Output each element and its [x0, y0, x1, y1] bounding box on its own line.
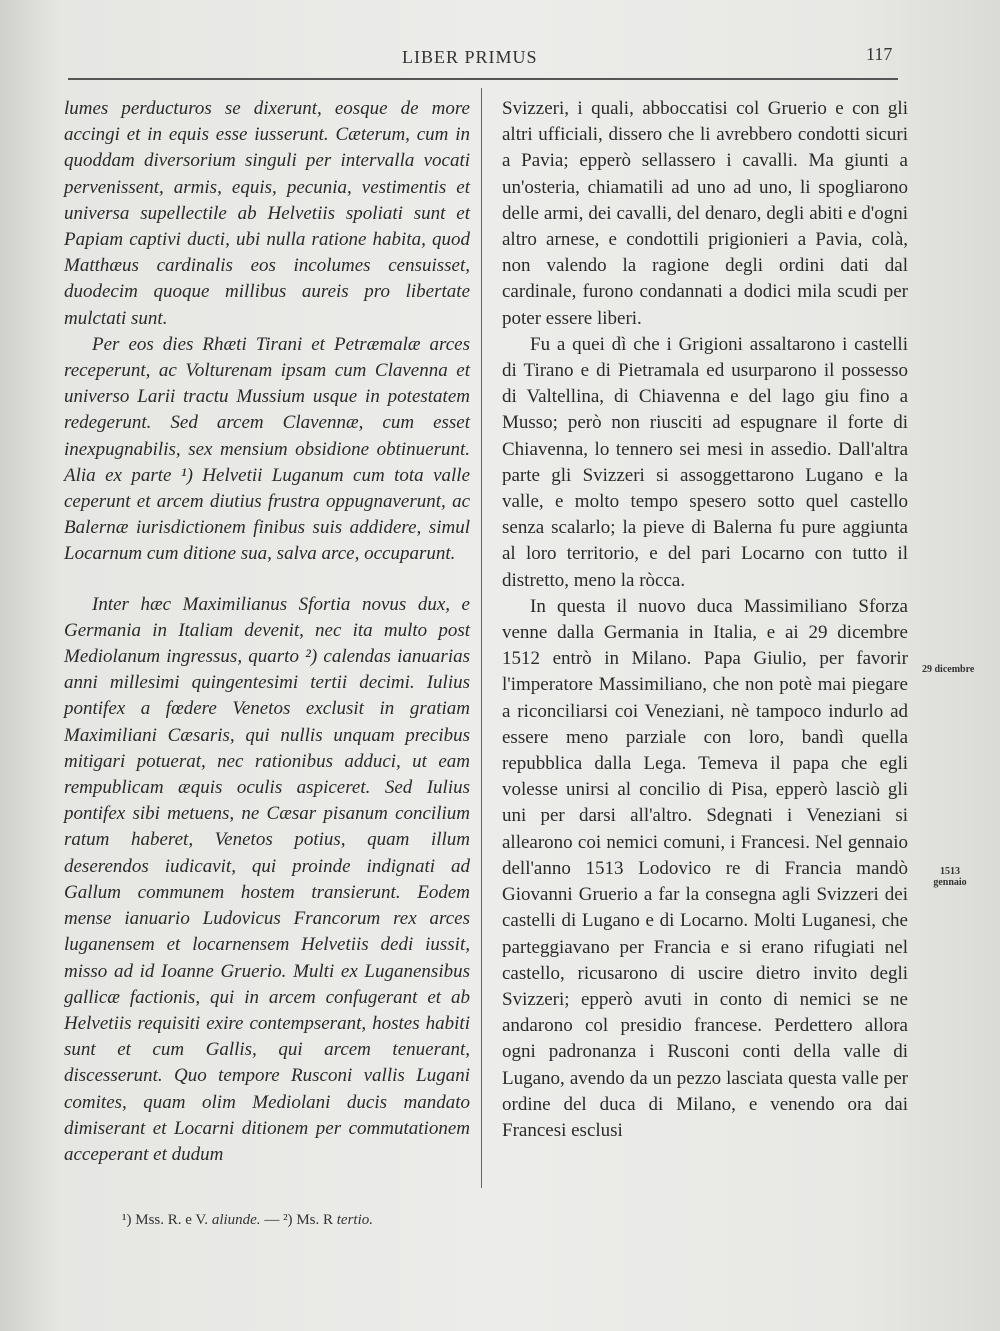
header-rule — [68, 78, 898, 80]
margin-note-year-month — [920, 866, 980, 888]
running-title: LIBER PRIMUS — [402, 47, 538, 67]
footnote-1-marker: ¹) — [122, 1212, 132, 1228]
latin-paragraph-2: Per eos dies Rhæti Tirani et Petræmalæ arces receperunt, ac Volturenam ipsam cum Clavenna et universo Larii tractu Mussium usque in potestatem redegerunt. Sed arcem Clavennæ, cum esset inexpugnabilis, sex mensium obsidione obtinuerunt. Alia ex parte ¹) Helvetii Luganum cum tota valle ceperunt et arcem diutius frustra oppugnaverunt, ac Balernæ iurisdictionem finibus suis addidere, simul Locarnum cum ditione sua, salva arce, occuparunt. — [64, 333, 470, 565]
footnote-2-marker: ²) — [283, 1212, 293, 1228]
footnote-2-term: tertio. — [336, 1212, 373, 1228]
footnotes — [122, 1212, 373, 1229]
latin-text-column — [64, 96, 470, 1168]
margin-note-year: 1513 — [940, 866, 960, 877]
footnote-2-text: Ms. R — [296, 1212, 333, 1228]
footnote-1-text: Mss. R. e V. — [135, 1212, 209, 1228]
margin-note-month: gennaio — [933, 877, 967, 888]
italian-text-column — [502, 96, 908, 1144]
latin-paragraph-3: Inter hæc Maximilianus Sfortia novus dux, e Germania in Italiam devenit, nec ita multo post Mediolanum ingressus, quarto ²) calendas ianuarias anni millesimi quingentesimi tertii decimi. Iulius pontifex a fœdere Venetos exclusit in gratiam Maximiliani Cæsaris, qui nullis unquam precibus mitigari potuerat, nec rationibus adduci, ut eam rempublicam æquis oculis aspiceret. Sed Iulius pontifex sibi metuens, ne Cæsar pisanum concilium ratum haberet, Venetos potius, quam illum deserendos iudicavit, qui proinde indignati ad Gallum communem hostem transierunt. Eodem mense ianuario Ludovicus Francorum rex arces luganensem et locarnensem Helvetiis dedi iussit, misso ad id Ioanne Gruerio. Multi ex Luganensibus gallicæ factionis, qui in arcem confugerant et ab Helvetiis requisiti exire contempserant, hostes habiti sunt et cum Gallis, qui arcem tenuerant, discesserunt. Quo tempore Rusconi vallis Lugani comites, quam olim Mediolani ducis mandato dimiserant et Locarni ditionem per commutationem acceperant et dudum — [64, 593, 470, 1165]
italian-paragraph-2: Fu a quei dì che i Grigioni assaltarono i castelli di Tirano e di Pietramala ed usurparono il possesso di Valtellina, di Chiavenna e del lago giu fino a Musso; però non riusciti ad espugnare il forte di Chiavenna, lo tennero sei mesi in assedio. Dall'altra parte gli Svizzeri si assoggettarono Lugano e la valle, e molto tempo spesero sotto quel castello senza scalarlo; la pieve di Balerna fu pure aggiunta al loro territorio, e del pari Locarno con tutto il distretto, meno la ròcca. — [502, 333, 908, 591]
column-divider — [481, 88, 482, 1188]
footnote-separator: — — [264, 1212, 280, 1228]
latin-paragraph-1: lumes perducturos se dixerunt, eosque de more accingi et in equis esse iusserunt. Cæterum, cum in quoddam diversorium singuli per intervalla vocati pervenissent, armis, equis, pecunia, vestimentis et universa supellectile ab Helvetiis spoliati sunt et Papiam captivi ducti, ubi nulla ratione habita, quod Matthæus cardinalis eos incolumes censuisset, duodecim quoque millibus aureis pro libertate mulctati sunt. — [64, 98, 470, 329]
italian-paragraph-1: Svizzeri, i quali, abboccatisi col Gruerio e con gli altri ufficiali, dissero che li avrebbero condotti sicuri a Pavia; epperò sellassero i cavalli. Ma giunti a un'osteria, chiamatili ad uno ad uno, li spogliarono delle armi, dei cavalli, del denaro, degli abiti e d'ogni altro arnese, e condottili prigionieri a Pavia, colà, non valendo la ragione degli ordini dati dal cardinale, furono condannati a dodici mila scudi per poter essere liberi. — [502, 98, 908, 329]
page-number: 117 — [866, 44, 893, 64]
page-header — [0, 44, 1000, 74]
margin-note-date: 29 dicembre — [922, 664, 975, 675]
italian-paragraph-3: In questa il nuovo duca Massimiliano Sforza venne dalla Germania in Italia, e ai 29 dicembre 1512 entrò in Milano. Papa Giulio, per favorir l'imperatore Massimiliano, che non potè mai piegare a riconciliarsi coi Veneziani, nè tampoco indurlo ad essere meno parziale con loro, bandì quella repubblica dalla Lega. Temeva il papa che egli volesse unirsi al concilio di Pisa, epperò lasciò gli uni per darsi all'altro. Sdegnati i Veneziani si allearono coi nemici comuni, i Francesi. Nel gennaio dell'anno 1513 Lodovico re di Francia mandò Giovanni Gruerio a far la consegna agli Svizzeri dei castelli di Lugano e di Locarno. Molti Luganesi, che parteggiavano per Francia e si erano rifugiati nel castello, ricusarono di uscire dietro invito degli Svizzeri; epperò avuti in conto di nemici se ne andarono col presidio francese. Perdettero allora ogni padronanza i Rusconi conti della valle di Lugano, avendo da un pezzo lasciata questa valle per ordine del duca di Milano, e venendo ora dai Francesi esclusi — [502, 595, 908, 1141]
footnote-1-term: aliunde. — [211, 1212, 261, 1228]
